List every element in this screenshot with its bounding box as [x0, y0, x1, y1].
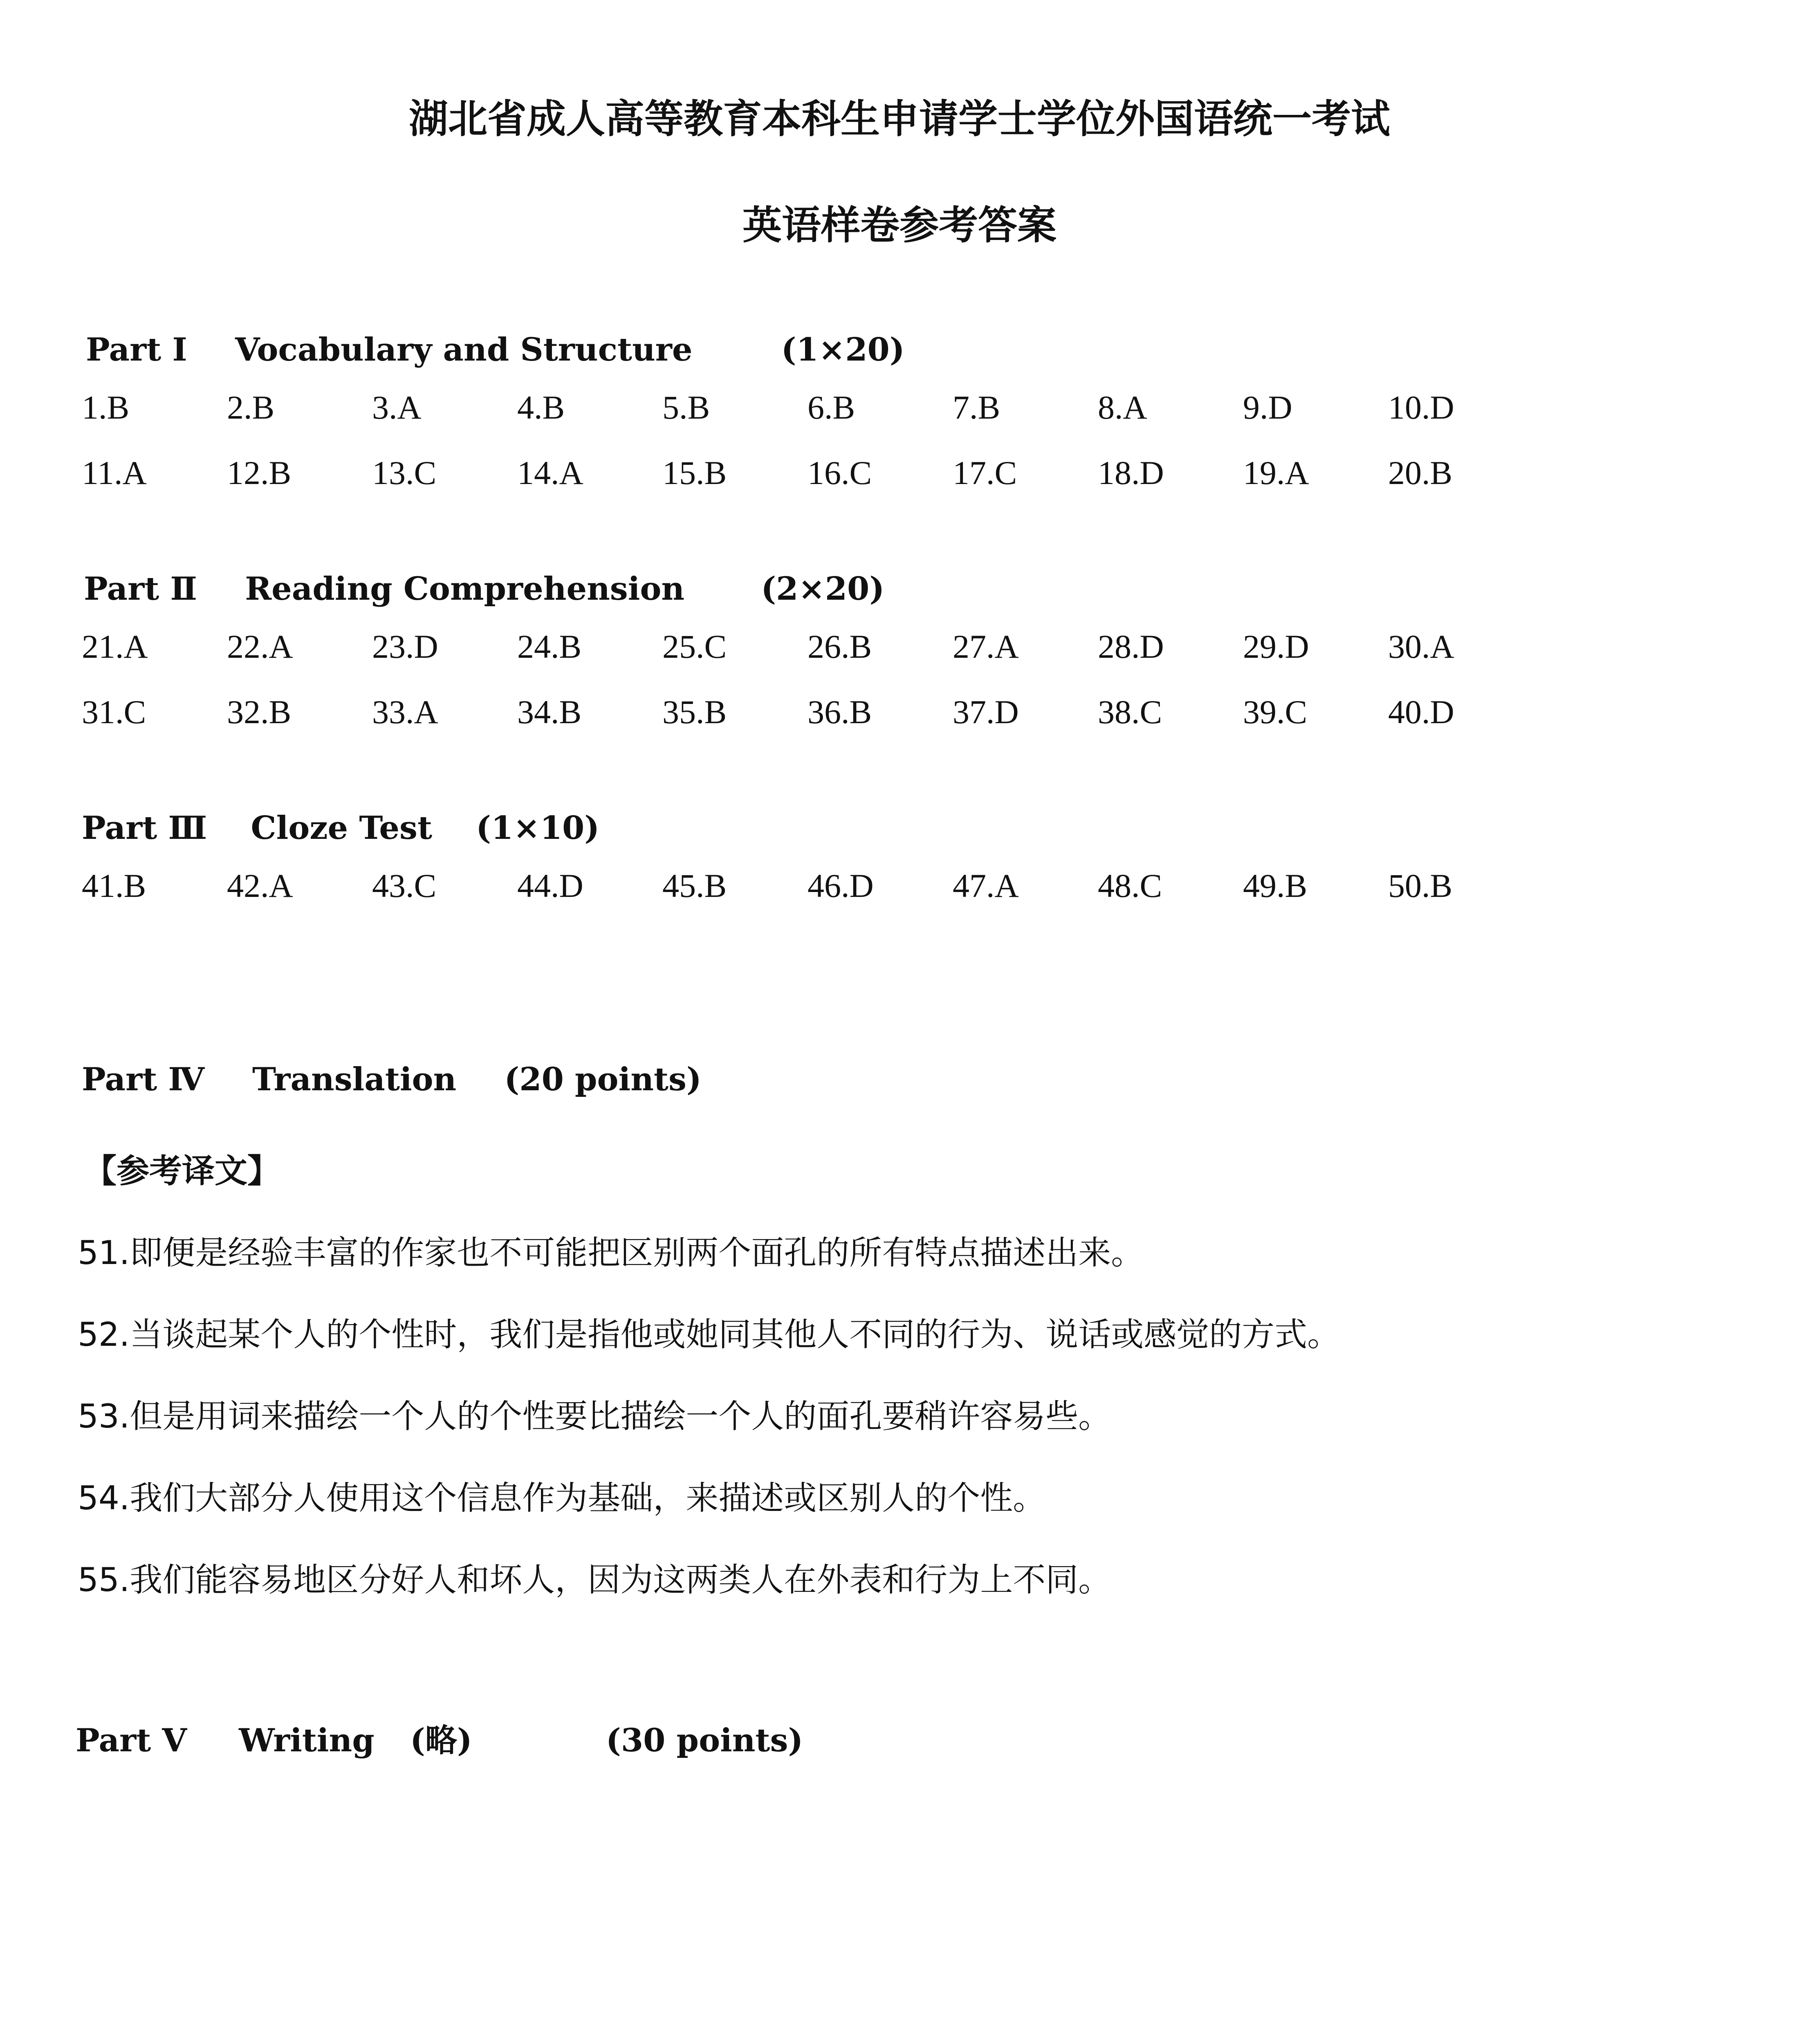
answer-item: 40.D: [1388, 693, 1454, 731]
part3-score: (1×10): [476, 809, 600, 847]
answer-item: 4.B: [517, 389, 565, 426]
part5-heading: [76, 1715, 803, 1761]
part2-name: Reading Comprehension: [245, 570, 685, 607]
answer-item: 11.A: [82, 454, 147, 491]
part2-label: Part Ⅱ: [84, 570, 197, 607]
answer-item: 41.B: [82, 867, 146, 904]
answer-item: 3.A: [372, 389, 422, 426]
answer-item: 21.A: [82, 628, 148, 665]
answer-item: 29.D: [1243, 628, 1309, 665]
answer-item: 48.C: [1098, 867, 1162, 904]
part4-label: Part Ⅳ: [82, 1061, 204, 1098]
answer-item: 28.D: [1098, 628, 1164, 665]
answer-item: 9.D: [1243, 389, 1292, 426]
document-subtitle: 英语样卷参考答案: [742, 202, 1057, 248]
answer-item: 5.B: [662, 389, 710, 426]
part2-heading: [84, 570, 884, 607]
answer-item: 14.A: [517, 454, 583, 491]
answer-item: 22.A: [227, 628, 293, 665]
answer-item: 19.A: [1243, 454, 1309, 491]
answer-item: 37.D: [953, 693, 1019, 731]
answer-item: 36.B: [808, 693, 872, 731]
translation-line: 55.我们能容易地区分好人和坏人，因为这两类人在外表和行为上不同。: [78, 1561, 1111, 1599]
answer-item: 25.C: [662, 628, 727, 665]
answer-item: 47.A: [953, 867, 1019, 904]
part1-name: Vocabulary and Structure: [235, 331, 693, 368]
part2-score: (2×20): [761, 570, 885, 607]
part1-heading: [86, 331, 905, 368]
answer-item: 16.C: [808, 454, 872, 491]
answer-item: 23.D: [372, 628, 438, 665]
answer-item: 32.B: [227, 693, 292, 731]
document-title: 湖北省成人高等教育本科生申请学士学位外国语统一考试: [409, 96, 1390, 142]
answer-item: 1.B: [82, 389, 130, 426]
part4-heading: [82, 1061, 702, 1098]
part4-score: (20 points): [504, 1061, 702, 1098]
answer-item: 17.C: [953, 454, 1017, 491]
answer-item: 26.B: [808, 628, 872, 665]
answer-item: 49.B: [1243, 867, 1308, 904]
answer-item: 34.B: [517, 693, 582, 731]
answer-item: 24.B: [517, 628, 582, 665]
part3-label: Part Ⅲ: [82, 809, 207, 847]
part4-name: Translation: [252, 1061, 457, 1098]
translation-line: 53.但是用词来描绘一个人的个性要比描绘一个人的面孔要稍许容易些。: [78, 1397, 1111, 1435]
part3-name: Cloze Test: [251, 809, 433, 847]
answer-item: 42.A: [227, 867, 293, 904]
translation-line: 52.当谈起某个人的个性时，我们是指他或她同其他人不同的行为、说话或感觉的方式。: [78, 1316, 1340, 1354]
part5-note: (略): [410, 1722, 472, 1759]
answer-item: 7.B: [953, 389, 1000, 426]
answer-item: 10.D: [1388, 389, 1454, 426]
part5-name: Writing: [239, 1722, 375, 1759]
part1-label: Part Ⅰ: [86, 331, 187, 368]
reference-translation-heading: 【参考译文】: [84, 1152, 280, 1190]
answer-item: 8.A: [1098, 389, 1147, 426]
answer-item: 12.B: [227, 454, 292, 491]
part5-score: (30 points): [606, 1722, 803, 1759]
answer-item: 33.A: [372, 693, 438, 731]
part3-heading: [82, 809, 599, 847]
answer-item: 13.C: [372, 454, 437, 491]
part5-label: Part Ⅴ: [76, 1722, 187, 1759]
answer-item: 46.D: [808, 867, 874, 904]
part1-score: (1×20): [781, 331, 905, 368]
translation-line: 51.即便是经验丰富的作家也不可能把区别两个面孔的所有特点描述出来。: [78, 1234, 1144, 1272]
answer-item: 44.D: [517, 867, 583, 904]
answer-item: 35.B: [662, 693, 727, 731]
answer-item: 18.D: [1098, 454, 1164, 491]
answer-item: 6.B: [808, 389, 855, 426]
answer-item: 45.B: [662, 867, 727, 904]
answer-item: 2.B: [227, 389, 275, 426]
answer-item: 27.A: [953, 628, 1019, 665]
answer-item: 31.C: [82, 693, 146, 731]
answer-item: 15.B: [662, 454, 727, 491]
answer-item: 38.C: [1098, 693, 1162, 731]
answer-item: 43.C: [372, 867, 437, 904]
answer-item: 39.C: [1243, 693, 1308, 731]
answer-item: 30.A: [1388, 628, 1454, 665]
answer-item: 20.B: [1388, 454, 1453, 491]
translation-line: 54.我们大部分人使用这个信息作为基础，来描述或区别人的个性。: [78, 1479, 1046, 1517]
answer-item: 50.B: [1388, 867, 1453, 904]
